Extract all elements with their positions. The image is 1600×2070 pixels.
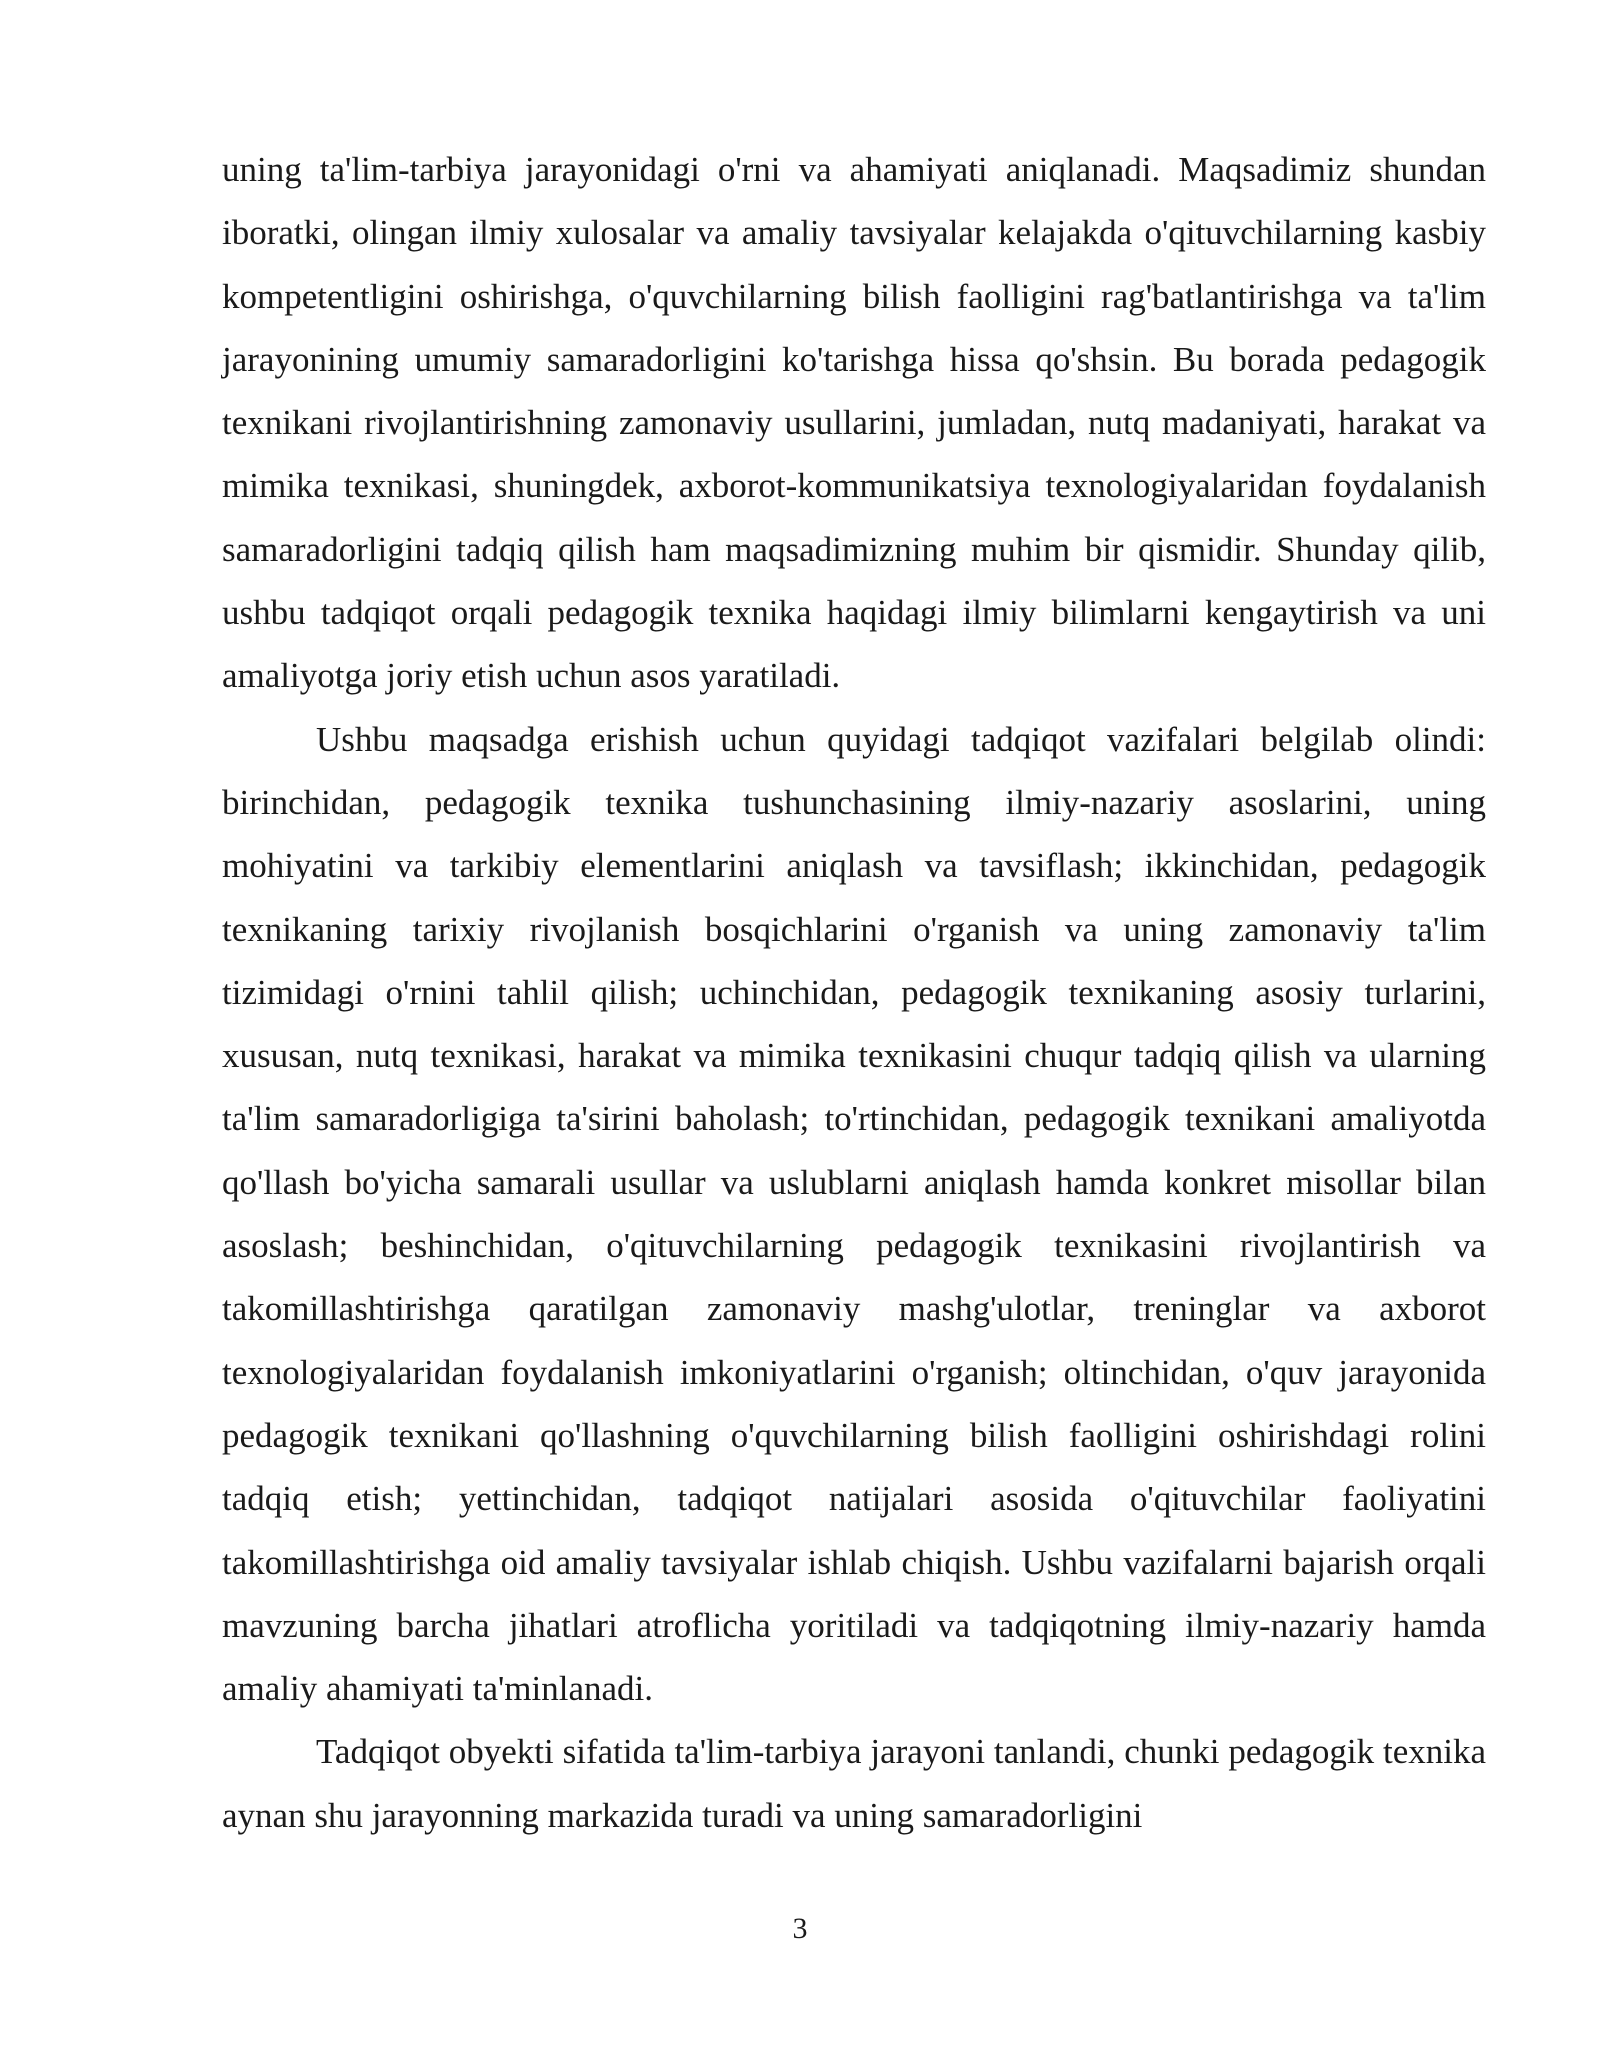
page-number: 3 bbox=[792, 1912, 808, 1945]
paragraph-research-object: Tadqiqot obyekti sifatida ta'lim-tarbiya jarayoni tanlandi, chunki pedagogik texnika aynan shu jarayonning markazida turadi va uning samaradorligini bbox=[222, 1732, 1486, 1835]
paragraph-continuation: uning ta'lim-tarbiya jarayonidagi o'rni va ahamiyati aniqlanadi. Maqsadimiz shundan iboratki, olingan ilmiy xulosalar va amaliy tavsiyalar kelajakda o'qituvchilarning kasbiy kompetentligini oshirishga, o'quvchilarning bilish faolligini rag'batlantirishga va ta'lim jarayonining umumiy samaradorligini ko'tarishga hissa qo'shsin. Bu borada pedagogik texnikani rivojlantirishning zamonaviy usullarini, jumladan, nutq madaniyati, harakat va mimika texnikasi, shuningdek, axborot-kommunikatsiya texnologiyalaridan foydalanish samaradorligini tadqiq qilish ham maqsadimizning muhim bir qismidir. Shunday qilib, ushbu tadqiqot orqali pedagogik texnika haqidagi ilmiy bilimlarni kengaytirish va uni amaliyotga joriy etish uchun asos yaratiladi. bbox=[222, 150, 1486, 696]
paragraph-research-tasks: Ushbu maqsadga erishish uchun quyidagi tadqiqot vazifalari belgilab olindi: birinchidan, pedagogik texnika tushunchasining ilmiy-nazariy asoslarini, uning mohiyatini va tarkibiy elementlarini aniqlash va tavsiflash; ikkinchidan, pedagogik texnikaning tarixiy rivojlanish bosqichlarini o'rganish va uning zamonaviy ta'lim tizimidagi o'rnini tahlil qilish; uchinchidan, pedagogik texnikaning asosiy turlarini, xususan, nutq texnikasi, harakat va mimika texnikasini chuqur tadqiq qilish va ularning ta'lim samaradorligiga ta'sirini baholash; to'rtinchidan, pedagogik texnikani amaliyotda qo'llash bo'yicha samarali usullar va uslublarni aniqlash hamda konkret misollar bilan asoslash; beshinchidan, o'qituvchilarning pedagogik texnikasini rivojlantirish va takomillashtirishga qaratilgan zamonaviy mashg'ulotlar, treninglar va axborot texnologiyalaridan foydalanish imkoniyatlarini o'rganish; oltinchidan, o'quv jarayonida pedagogik texnikani qo'llashning o'quvchilarning bilish faolligini oshirishdagi rolini tadqiq etish; yettinchidan, tadqiqot natijalari asosida o'qituvchilar faoliyatini takomillashtirishga oid amaliy tavsiyalar ishlab chiqish. Ushbu vazifalarni bajarish orqali mavzuning barcha jihatlari atroflicha yoritiladi va tadqiqotning ilmiy-nazariy hamda amaliy ahamiyati ta'minlanadi. bbox=[222, 719, 1486, 1709]
body-text bbox=[222, 138, 1486, 1847]
